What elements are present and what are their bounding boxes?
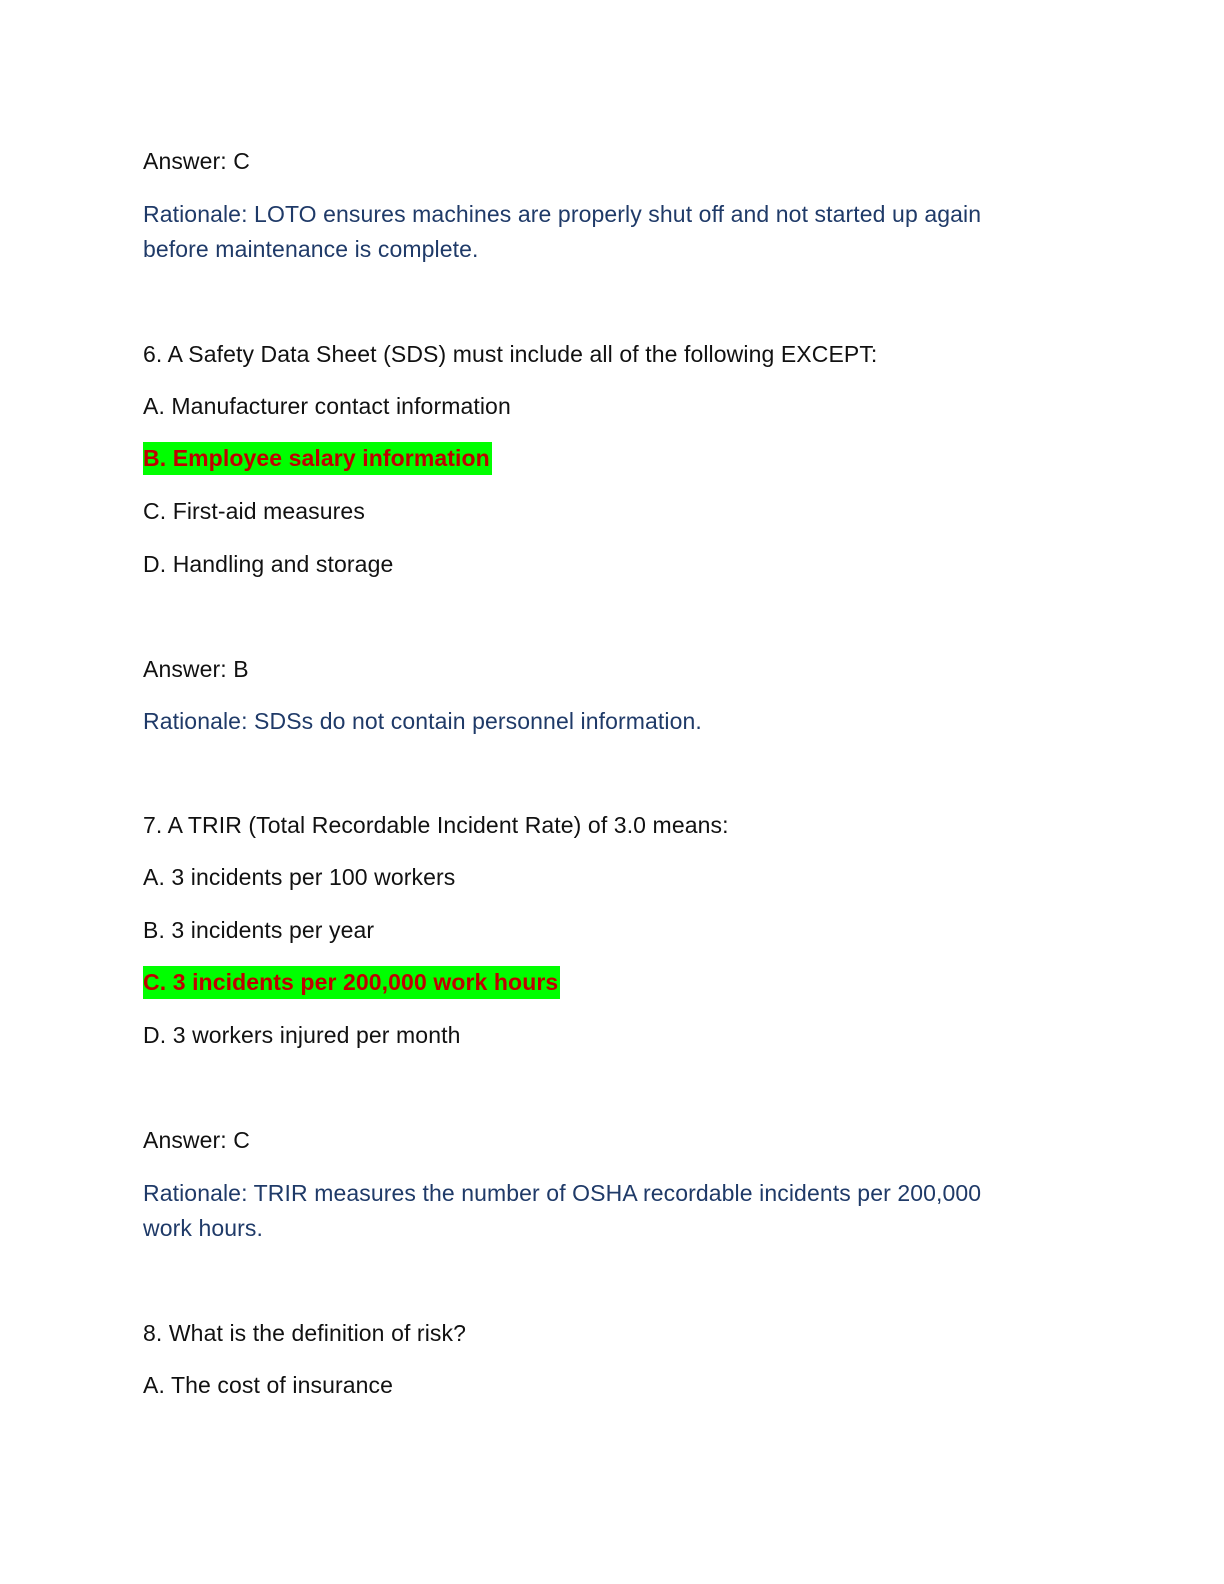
q7-option-c-highlighted <box>143 966 560 999</box>
answer-q5: Answer: C <box>143 148 250 174</box>
rationale-q6: Rationale: SDSs do not contain personnel information. <box>143 708 702 734</box>
rationale-q5-line2: before maintenance is complete. <box>143 236 479 262</box>
answer-q6: Answer: B <box>143 656 249 682</box>
q6-option-a: A. Manufacturer contact information <box>143 393 511 419</box>
correct-answer-highlight: B. Employee salary information <box>143 442 492 475</box>
q7-option-a: A. 3 incidents per 100 workers <box>143 864 456 890</box>
q8-option-a: A. The cost of insurance <box>143 1372 393 1398</box>
question-7: 7. A TRIR (Total Recordable Incident Rate) of 3.0 means: <box>143 812 729 838</box>
rationale-q5-line1: Rationale: LOTO ensures machines are properly shut off and not started up again <box>143 201 982 227</box>
answer-q7: Answer: C <box>143 1127 250 1153</box>
q7-option-d: D. 3 workers injured per month <box>143 1022 461 1048</box>
q6-option-b-highlighted <box>143 442 492 475</box>
q7-option-b: B. 3 incidents per year <box>143 917 375 943</box>
rationale-q7-line1: Rationale: TRIR measures the number of OSHA recordable incidents per 200,000 <box>143 1180 982 1206</box>
rationale-q7-line2: work hours. <box>143 1215 263 1241</box>
question-8: 8. What is the definition of risk? <box>143 1320 466 1346</box>
question-6: 6. A Safety Data Sheet (SDS) must include all of the following EXCEPT: <box>143 341 878 367</box>
q6-option-d: D. Handling and storage <box>143 551 394 577</box>
q6-option-c: C. First-aid measures <box>143 498 365 524</box>
correct-answer-highlight: C. 3 incidents per 200,000 work hours <box>143 966 560 999</box>
